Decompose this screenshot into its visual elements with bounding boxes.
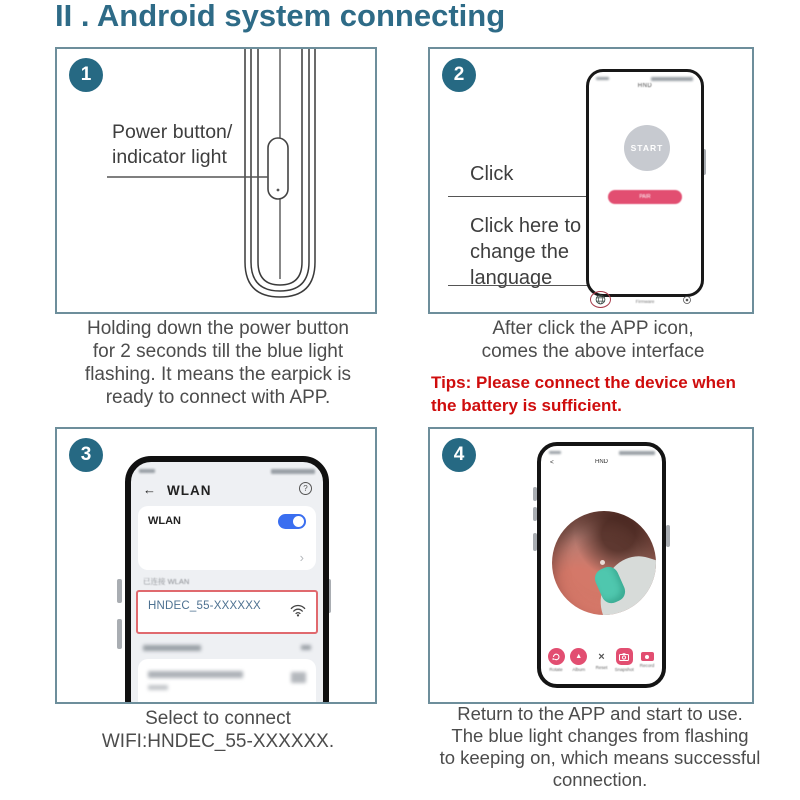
back-arrow-icon[interactable]: ←: [143, 482, 156, 497]
settings-gear-icon[interactable]: [682, 295, 692, 305]
earpick-device-drawing: [57, 49, 377, 314]
connected-section-label: 已连接 WLAN: [143, 577, 190, 586]
camera-icon: [616, 648, 633, 665]
phone4-power-button: [666, 525, 670, 547]
step2-badge: 2: [442, 58, 476, 92]
start-button[interactable]: START: [624, 125, 670, 171]
camera-toolbar: [546, 648, 657, 672]
panel-step2: [428, 47, 754, 314]
light-reflection: [600, 560, 605, 565]
wlan-toggle-switch[interactable]: [278, 514, 306, 529]
ear-canal-camera-view: [552, 511, 656, 615]
album-icon: ▲: [570, 648, 587, 665]
globe-icon[interactable]: [595, 294, 606, 305]
pointer-line-language: [448, 285, 590, 286]
firmware-label: Firmware: [635, 299, 655, 304]
phone4-status-time: [549, 451, 561, 454]
phone2-status-time: [596, 77, 609, 80]
available-networks-icon-blurred: [301, 645, 311, 650]
reset-tool[interactable]: × Reset: [595, 651, 608, 670]
phone3-wlan-settings-screen: [125, 456, 329, 704]
step3-badge: 3: [69, 438, 103, 472]
album-tool[interactable]: ▲ Album: [569, 648, 589, 672]
rotate-icon: [548, 648, 565, 665]
device-wifi-network-row[interactable]: [136, 590, 318, 634]
back-icon[interactable]: <: [550, 459, 554, 466]
phone3-volume-button-down: [117, 619, 122, 649]
step2-caption: After click the APP icon, comes the above interface: [481, 318, 705, 362]
available-networks-card: [138, 659, 316, 704]
phone3-status-icons: [271, 469, 315, 474]
step4-badge: 4: [442, 438, 476, 472]
rotate-tool[interactable]: Rotate: [546, 648, 566, 672]
phone4-status-icons: [619, 451, 655, 455]
language-annotation: Click here to change the language: [470, 215, 582, 289]
phone2-status-icons: [651, 77, 693, 81]
step1-badge: 1: [69, 58, 103, 92]
phone4-camera-view-screen: [537, 442, 666, 688]
snapshot-tool[interactable]: Snapshot: [614, 648, 634, 672]
panel-step4: [428, 427, 754, 704]
wlan-header: [131, 482, 323, 502]
wifi-signal-icon: [290, 604, 306, 617]
connect-button[interactable]: PAIR: [608, 190, 682, 204]
click-annotation: Click: [470, 163, 514, 185]
wlan-toggle-label: WLAN: [148, 515, 181, 527]
phone3-volume-button-up: [117, 579, 122, 603]
device-wifi-ssid: HNDEC_55-XXXXXX: [148, 600, 261, 612]
wlan-toggle-card: [138, 506, 316, 570]
record-tool[interactable]: Record: [637, 648, 657, 668]
phone2-app-title: HND: [637, 83, 653, 89]
phone2-app-start-screen: [586, 69, 704, 304]
close-icon: ×: [598, 651, 605, 663]
page-title: II . Android system connecting: [55, 0, 506, 33]
phone3-status-time: [139, 469, 155, 473]
step4-caption: Return to the APP and start to use. The blue light changes from flashing to keeping on, which means successful connection.: [439, 703, 761, 790]
help-icon[interactable]: ?: [299, 482, 312, 495]
power-button-label: Power button/ indicator light: [112, 121, 233, 168]
step3-caption: Select to connect WIFI:HNDEC_55-XXXXXX.: [101, 708, 335, 752]
step1-caption: Holding down the power button for 2 seconds till the blue light flashing. It means the earpick is ready to connect with APP.: [84, 318, 352, 408]
panel-step3: [55, 427, 377, 704]
available-networks-section-label-blurred: [143, 645, 201, 651]
wlan-title: WLAN: [167, 483, 212, 498]
battery-tip-note: Tips: Please connect the device when the battery is sufficient.: [431, 373, 736, 415]
record-icon: [641, 652, 654, 661]
pointer-line-click: [448, 196, 608, 197]
language-highlight-circle: [590, 291, 611, 308]
phone4-app-title: HND: [595, 459, 608, 465]
chevron-right-icon[interactable]: ›: [299, 550, 304, 565]
panel-step1: [55, 47, 377, 314]
